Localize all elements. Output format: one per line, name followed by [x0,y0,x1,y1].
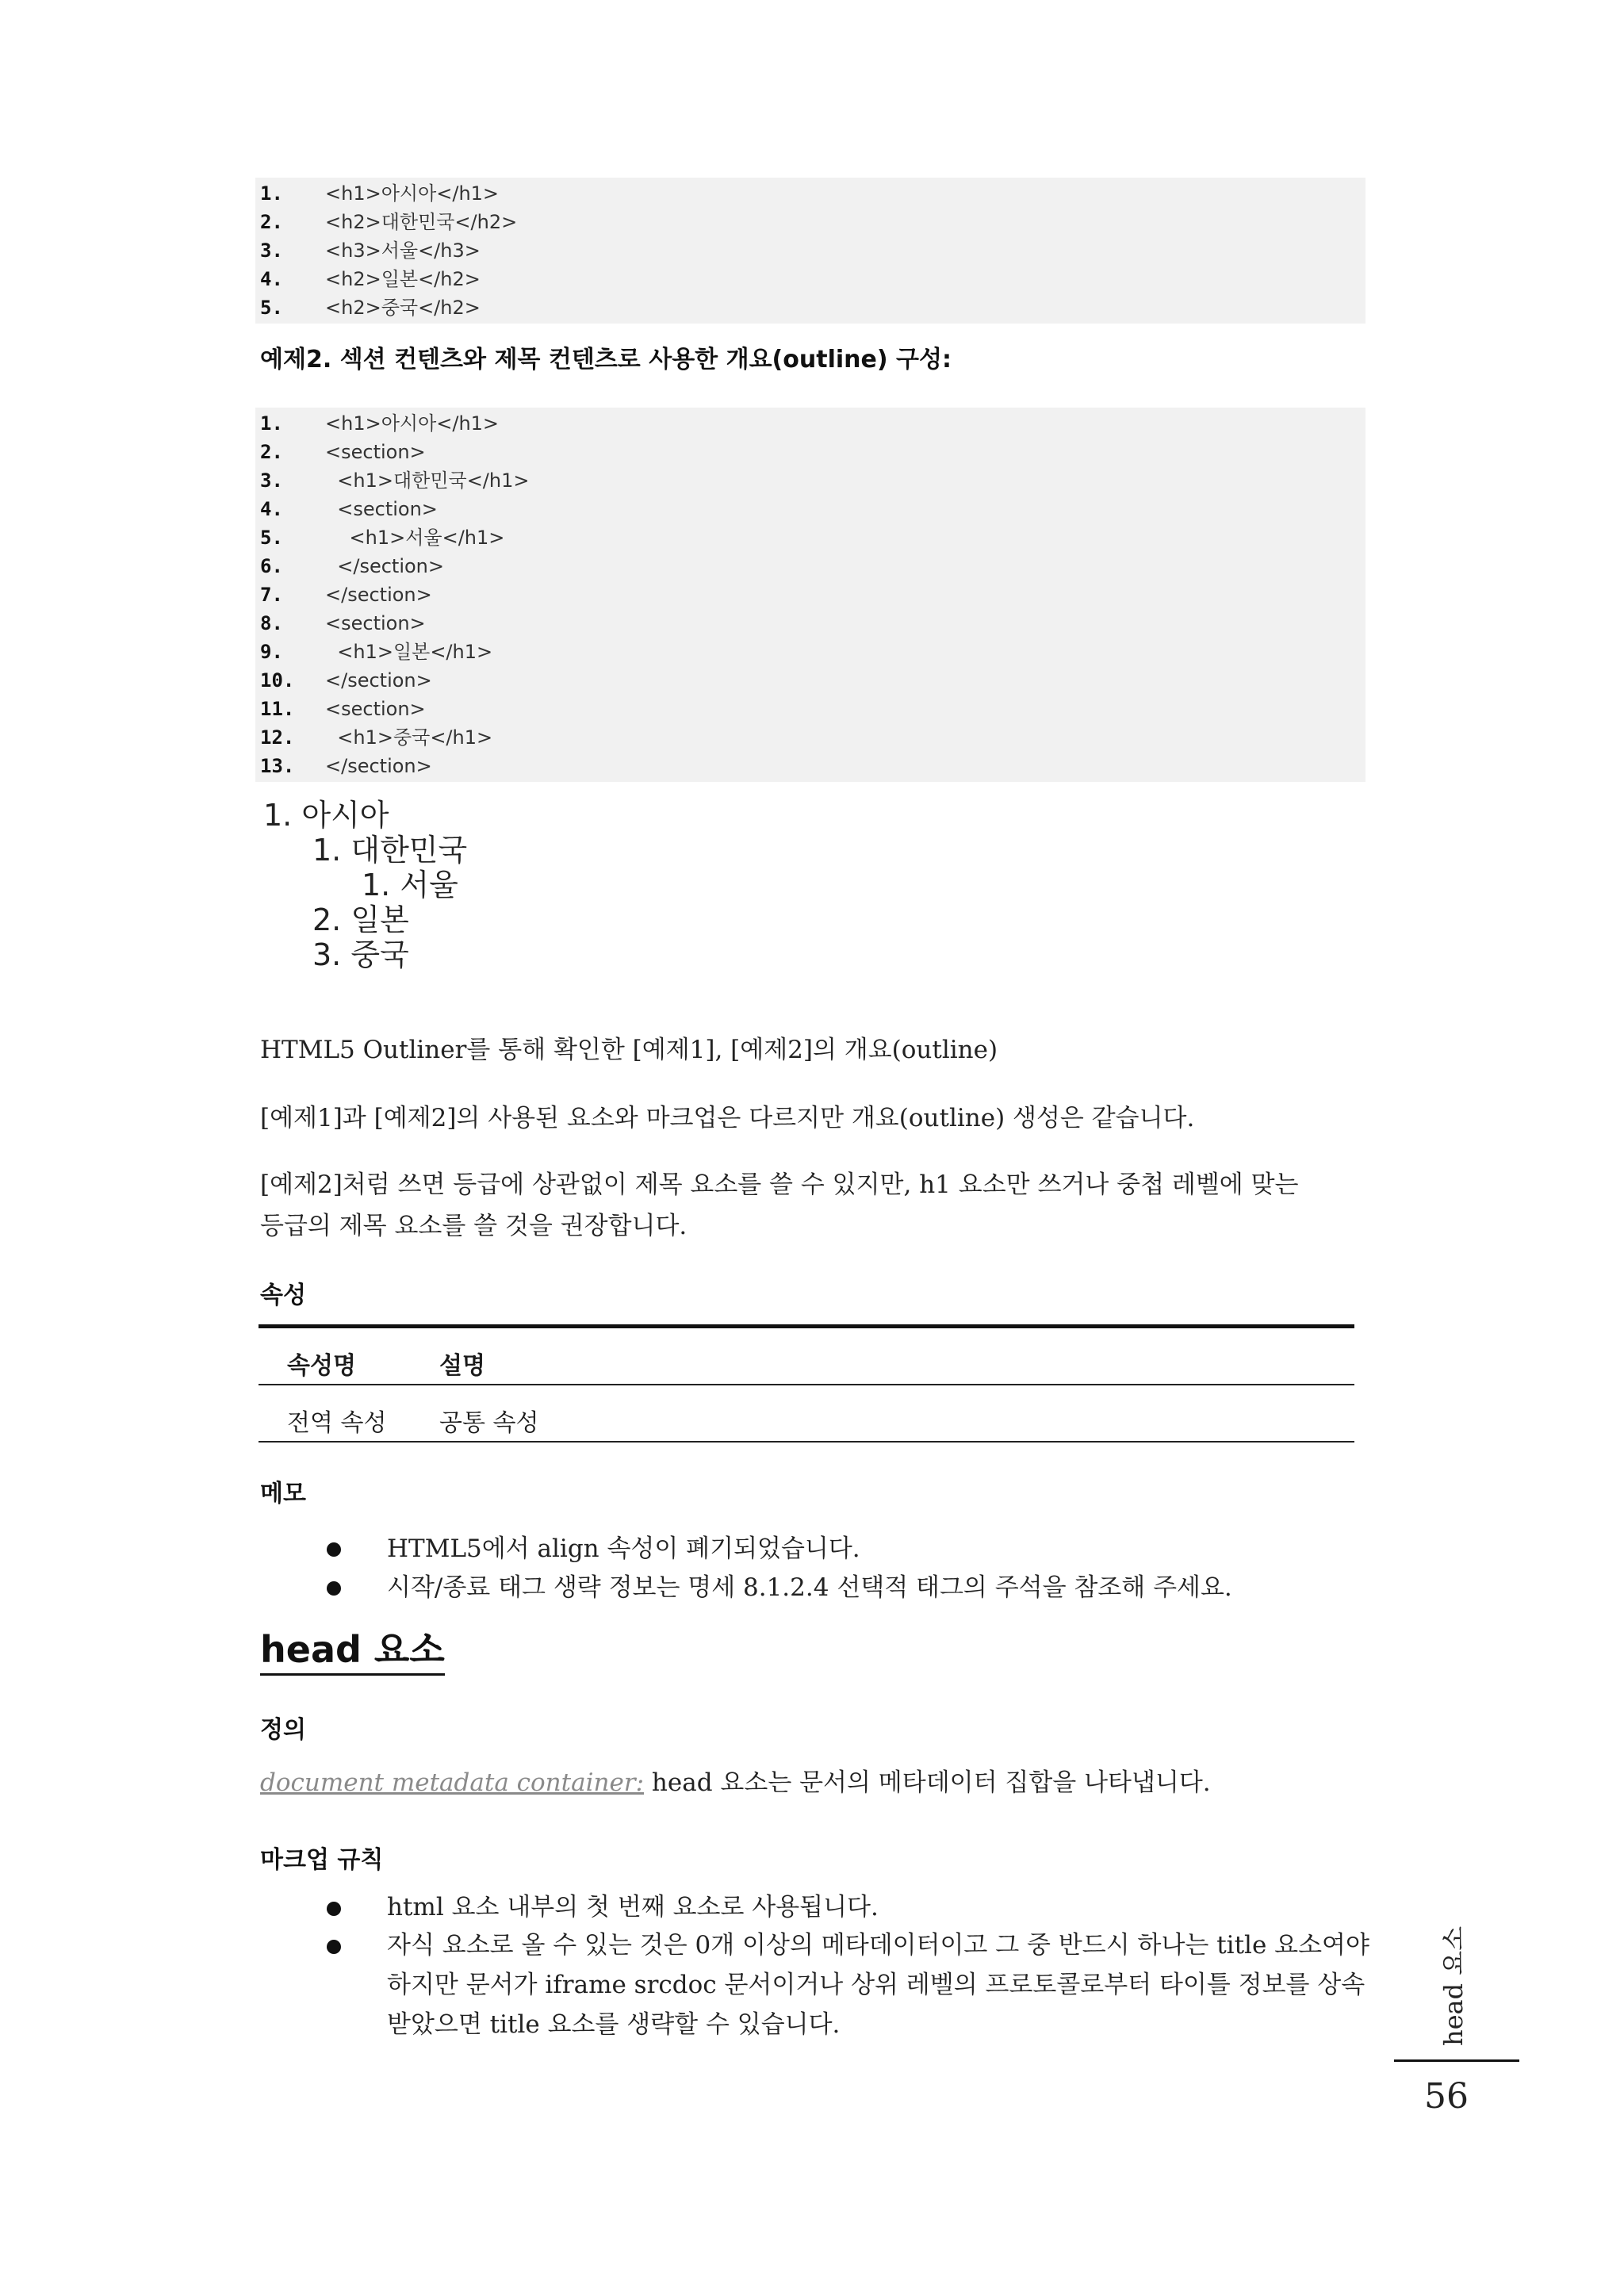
attributes-heading: 속성 [260,1282,306,1309]
table-bottom-rule [259,1441,1354,1443]
code-line: 4. <h2>일본</h2> [260,268,481,290]
code-line: 5. <h1>서울</h1> [260,527,505,549]
code-line: 4. <section> [260,498,438,520]
column-header: 설명 [439,1352,485,1380]
outline-item: 3. 중국 [312,937,409,972]
memo-heading: 메모 [260,1480,306,1508]
side-tab-label: head 요소 [1438,1925,1469,2046]
code-line: 6. </section> [260,555,444,577]
definition-heading: 정의 [260,1716,306,1744]
table-row [259,1385,1354,1441]
bullet-icon [327,1940,341,1954]
memo-item: 시작/종료 태그 생략 정보는 명세 8.1.2.4 선택적 태그의 주석을 참조해 주세요. [387,1573,1232,1602]
markup-item: html 요소 내부의 첫 번째 요소로 사용됩니다. [387,1893,879,1921]
code-line: 11. <section> [260,698,426,720]
memo-item: HTML5에서 align 속성이 폐기되었습니다. [387,1534,860,1563]
table-header-row [259,1328,1354,1384]
page-number: 56 [1424,2076,1469,2117]
code-line: 1. <h1>아시아</h1> [260,412,500,435]
code-line: 10. </section> [260,669,432,692]
definition-paragraph: document metadata container: head 요소는 문서의 메타데이터 집합을 나타냅니다. [260,1768,1211,1797]
bullet-icon [327,1542,341,1557]
paragraph-2: [예제2]처럼 쓰면 등급에 상관없이 제목 요소를 쓸 수 있지만, h1 요소만 쓰거나 중첩 레벨에 맞는 등급의 제목 요소를 쓸 것을 권장합니다. [260,1170,1299,1240]
bullet-icon [327,1902,341,1916]
code-block-example1 [255,178,1365,324]
code-block-example2 [255,408,1365,782]
code-line: 2. <section> [260,441,426,463]
code-line: 12. <h1>중국</h1> [260,726,493,749]
bullet-icon [327,1581,341,1596]
code-line: 8. <section> [260,612,426,634]
head-element-heading: head 요소 [260,1627,445,1676]
outline-caption: HTML5 Outliner를 통해 확인한 [예제1], [예제2]의 개요(outline) [260,1036,998,1064]
code-line: 1. <h1>아시아</h1> [260,182,500,205]
outline-item: 1. 대한민국 [312,833,468,868]
outline-item: 2. 일본 [312,902,409,937]
side-tab [1434,1927,1473,2054]
side-tab-rule [1394,2059,1519,2062]
outline-item: 1. 서울 [362,868,458,902]
code-line: 7. </section> [260,584,432,606]
table-cell: 전역 속성 [287,1409,387,1437]
markup-rules-heading: 마크업 규칙 [260,1846,384,1874]
markup-item: 자식 요소로 올 수 있는 것은 0개 이상의 메타데이터이고 그 중 반드시 하나는 title 요소여야 하지만 문서가 iframe srcdoc 문서이거나 상위 레벨의 프로토콜로부터 타이틀 정보를 상속받았으면 title 요소를 생략할 수 있습니다. [387,1931,1369,2039]
column-header: 속성명 [287,1352,356,1380]
paragraph-1: [예제1]과 [예제2]의 사용된 요소와 마크업은 다르지만 개요(outline) 생성은 같습니다. [260,1104,1195,1132]
attributes-table [259,1324,1354,1443]
code-line: 2. <h2>대한민국</h2> [260,211,518,233]
code-line: 5. <h2>중국</h2> [260,297,481,319]
code-line: 9. <h1>일본</h1> [260,641,493,663]
table-cell: 공통 속성 [439,1409,539,1437]
code-line: 3. <h3>서울</h3> [260,239,481,262]
definition-link[interactable]: document metadata container: [260,1768,645,1797]
outline-item: 1. 아시아 [263,798,389,833]
code-line: 3. <h1>대한민국</h1> [260,469,530,492]
outline-result [263,798,467,972]
example2-caption: 예제2. 섹션 컨텐츠와 제목 컨텐츠로 사용한 개요(outline) 구성: [260,346,952,374]
code-line: 13. </section> [260,755,432,777]
